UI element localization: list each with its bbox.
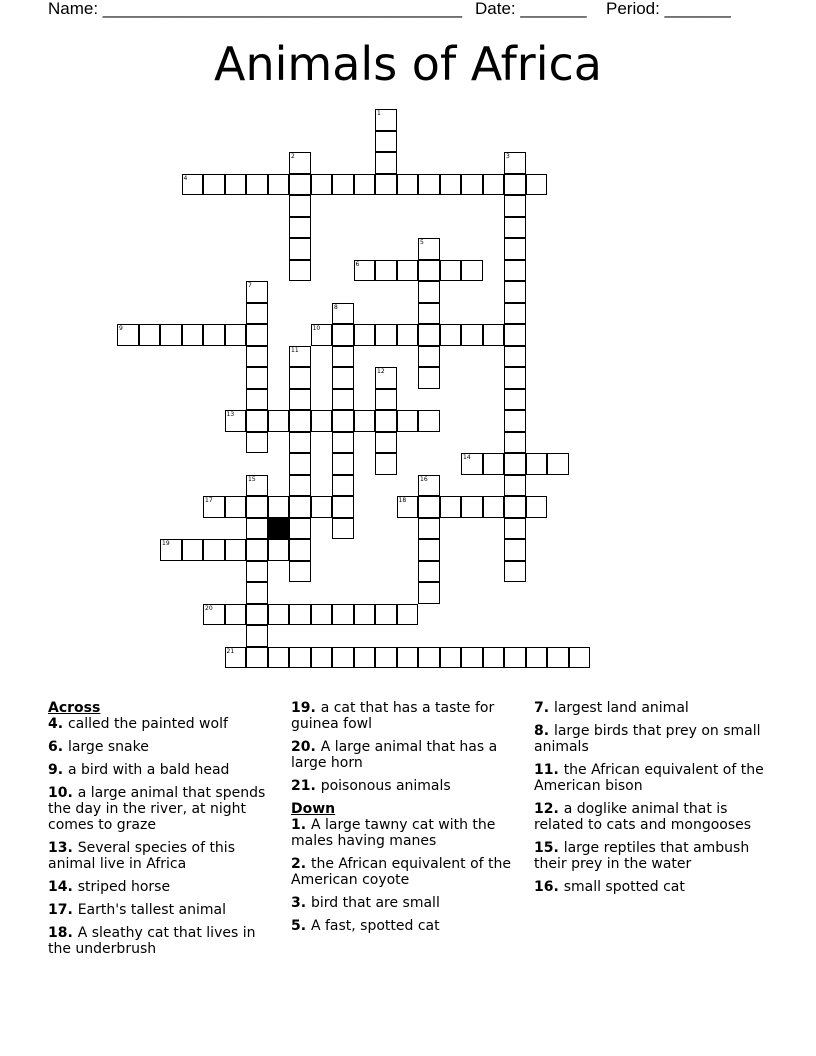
clue-item: 16. small spotted cat bbox=[534, 879, 685, 895]
crossword-cell[interactable] bbox=[461, 324, 483, 346]
crossword-cell[interactable] bbox=[526, 453, 548, 475]
crossword-cell[interactable] bbox=[289, 432, 311, 454]
crossword-cell[interactable] bbox=[289, 539, 311, 561]
clue-text: a large animal that spends the day in the river, at night comes to graze bbox=[48, 785, 266, 833]
crossword-cell[interactable] bbox=[397, 174, 419, 196]
crossword-cell[interactable] bbox=[160, 324, 182, 346]
crossword-cell[interactable] bbox=[375, 453, 397, 475]
crossword-cell[interactable] bbox=[461, 496, 483, 518]
crossword-cell[interactable] bbox=[246, 561, 268, 583]
clue-number-label: 10 bbox=[312, 325, 321, 332]
crossword-cell[interactable] bbox=[483, 174, 505, 196]
clue-item: 6. large snake bbox=[48, 739, 149, 755]
crossword-cell[interactable] bbox=[504, 453, 526, 475]
clue-text: a doglike animal that is related to cats and mongooses bbox=[534, 801, 752, 833]
crossword-cell[interactable] bbox=[440, 324, 462, 346]
crossword-cell[interactable] bbox=[289, 260, 311, 282]
crossword-cell[interactable] bbox=[440, 496, 462, 518]
crossword-cell[interactable] bbox=[375, 152, 397, 174]
clue-text: A sleathy cat that lives in the underbrush bbox=[48, 925, 256, 957]
crossword-cell[interactable] bbox=[289, 453, 311, 475]
crossword-cell[interactable] bbox=[375, 324, 397, 346]
crossword-cell[interactable] bbox=[246, 625, 268, 647]
crossword-cell[interactable] bbox=[397, 260, 419, 282]
clue-item: 5. A fast, spotted cat bbox=[291, 918, 440, 934]
crossword-cell[interactable] bbox=[504, 475, 526, 497]
crossword-cell[interactable] bbox=[332, 518, 354, 540]
clue-number-label: 6 bbox=[355, 260, 360, 268]
crossword-cell[interactable] bbox=[289, 475, 311, 497]
crossword-cell[interactable] bbox=[397, 647, 419, 669]
crossword-cell[interactable] bbox=[246, 539, 268, 561]
crossword-cell[interactable] bbox=[203, 539, 225, 561]
crossword-cell[interactable] bbox=[504, 346, 526, 368]
crossword-cell[interactable] bbox=[289, 174, 311, 196]
crossword-cell[interactable] bbox=[418, 582, 440, 604]
crossword-cell[interactable] bbox=[504, 238, 526, 260]
clue-number: 1 bbox=[291, 817, 301, 833]
crossword-cell[interactable] bbox=[504, 324, 526, 346]
crossword-cell[interactable] bbox=[354, 174, 376, 196]
crossword-cell[interactable] bbox=[418, 324, 440, 346]
clue-item: 1. A large tawny cat with the males having manes bbox=[291, 817, 496, 849]
crossword-cell[interactable] bbox=[504, 260, 526, 282]
crossword-cell[interactable] bbox=[139, 324, 161, 346]
clues-column-2 bbox=[291, 700, 521, 941]
crossword-cell[interactable] bbox=[268, 174, 290, 196]
clue-number-label: 18 bbox=[398, 497, 407, 504]
crossword-cell[interactable] bbox=[289, 238, 311, 260]
crossword-cell[interactable] bbox=[375, 604, 397, 626]
clue-number-label: 11 bbox=[291, 346, 299, 354]
crossword-cell[interactable] bbox=[289, 561, 311, 583]
crossword-cell[interactable] bbox=[311, 496, 333, 518]
date-field[interactable]: Date: _______ bbox=[475, 0, 587, 18]
crossword-cell[interactable] bbox=[504, 174, 526, 196]
crossword-cell[interactable] bbox=[225, 496, 247, 518]
clue-text: a bird with a bald head bbox=[67, 762, 230, 778]
clue-number: 2 bbox=[291, 856, 301, 872]
crossword-cell[interactable] bbox=[504, 647, 526, 669]
clue-number: 15 bbox=[534, 840, 554, 856]
crossword-cell[interactable] bbox=[483, 496, 505, 518]
clue-text: largest land animal bbox=[553, 700, 689, 716]
clue-text: the African equivalent of the American coyote bbox=[291, 856, 511, 888]
crossword-cell[interactable] bbox=[418, 410, 440, 432]
clue-number: 9 bbox=[48, 762, 58, 778]
crossword-cell[interactable] bbox=[440, 174, 462, 196]
clue-item: 7. largest land animal bbox=[534, 700, 689, 716]
clue-number: 10 bbox=[48, 785, 68, 801]
clue-item: 2. the African equivalent of the American coyote bbox=[291, 856, 511, 888]
clue-text: bird that are small bbox=[310, 895, 440, 911]
crossword-cell[interactable] bbox=[289, 389, 311, 411]
crossword-cell[interactable] bbox=[311, 174, 333, 196]
crossword-cell[interactable] bbox=[354, 410, 376, 432]
crossword-cell[interactable] bbox=[268, 604, 290, 626]
crossword-cell[interactable] bbox=[397, 410, 419, 432]
crossword-cell[interactable] bbox=[375, 389, 397, 411]
clue-text: poisonous animals bbox=[320, 778, 451, 794]
crossword-cell[interactable] bbox=[332, 346, 354, 368]
crossword-cell[interactable] bbox=[332, 647, 354, 669]
crossword-cell[interactable] bbox=[375, 647, 397, 669]
clue-number-label: 20 bbox=[205, 604, 213, 612]
crossword-cell[interactable] bbox=[547, 453, 569, 475]
clue-number: 6 bbox=[48, 739, 58, 755]
clue-number: 19 bbox=[291, 700, 311, 716]
clue-text: large birds that prey on small animals bbox=[534, 723, 761, 755]
clue-number-label: 12 bbox=[377, 368, 385, 375]
clue-number: 16 bbox=[534, 879, 554, 895]
crossword-cell[interactable] bbox=[504, 195, 526, 217]
clue-text: a cat that has a taste for guinea fowl bbox=[291, 700, 495, 732]
crossword-cell[interactable] bbox=[332, 496, 354, 518]
clue-item: 3. bird that are small bbox=[291, 895, 440, 911]
crossword-cell[interactable] bbox=[418, 518, 440, 540]
clue-number-label: 9 bbox=[119, 325, 123, 332]
crossword-cell[interactable] bbox=[418, 561, 440, 583]
crossword-cell[interactable] bbox=[332, 604, 354, 626]
page-title: Animals of Africa bbox=[214, 37, 602, 91]
clue-item: 13. Several species of this animal live in Africa bbox=[48, 840, 235, 872]
crossword-cell[interactable] bbox=[225, 324, 247, 346]
crossword-cell[interactable] bbox=[289, 410, 311, 432]
crossword-cell[interactable] bbox=[504, 217, 526, 239]
crossword-cell[interactable] bbox=[332, 453, 354, 475]
clue-number-label: 8 bbox=[334, 303, 338, 311]
crossword-cell[interactable] bbox=[182, 539, 204, 561]
crossword-cell[interactable] bbox=[354, 604, 376, 626]
crossword-cell[interactable] bbox=[182, 324, 204, 346]
crossword-cell[interactable] bbox=[246, 324, 268, 346]
crossword-cell[interactable] bbox=[483, 453, 505, 475]
crossword-cell[interactable] bbox=[203, 324, 225, 346]
crossword-cell[interactable] bbox=[418, 496, 440, 518]
clue-text: A large animal that has a large horn bbox=[291, 739, 498, 771]
crossword-cell[interactable] bbox=[547, 647, 569, 669]
clue-number-label: 13 bbox=[226, 411, 235, 418]
clue-item: 14. striped horse bbox=[48, 879, 171, 895]
crossword-cell[interactable] bbox=[332, 174, 354, 196]
clue-item: 18. A sleathy cat that lives in the underbrush bbox=[48, 925, 256, 957]
crossword-cell[interactable] bbox=[246, 432, 268, 454]
clue-number-label: 14 bbox=[463, 454, 471, 461]
crossword-cell[interactable] bbox=[461, 647, 483, 669]
crossword-cell[interactable] bbox=[354, 647, 376, 669]
clue-item: 20. A large animal that has a large horn bbox=[291, 739, 498, 771]
crossword-cell[interactable] bbox=[483, 324, 505, 346]
clue-item: 12. a doglike animal that is related to cats and mongooses bbox=[534, 801, 752, 833]
crossword-cell[interactable] bbox=[483, 647, 505, 669]
crossword-cell[interactable] bbox=[268, 410, 290, 432]
clue-item: 21. poisonous animals bbox=[291, 778, 451, 794]
crossword-cell[interactable] bbox=[504, 432, 526, 454]
crossword-cell[interactable] bbox=[375, 131, 397, 153]
crossword-cell[interactable] bbox=[526, 647, 548, 669]
crossword-cell[interactable] bbox=[246, 496, 268, 518]
crossword-cell[interactable] bbox=[332, 389, 354, 411]
crossword-cell[interactable] bbox=[375, 260, 397, 282]
crossword-cell[interactable] bbox=[289, 518, 311, 540]
clue-text: large reptiles that ambush their prey in the water bbox=[534, 840, 750, 872]
clue-item: 10. a large animal that spends the day in the river, at night comes to graze bbox=[48, 785, 266, 833]
clue-number-label: 7 bbox=[248, 282, 252, 289]
clues-column-3 bbox=[534, 700, 770, 902]
clue-number-label: 3 bbox=[506, 153, 510, 160]
crossword-cell[interactable] bbox=[354, 324, 376, 346]
crossword-cell[interactable] bbox=[225, 539, 247, 561]
crossword-cell[interactable] bbox=[289, 604, 311, 626]
crossword-cell[interactable] bbox=[246, 518, 268, 540]
crossword-cell[interactable] bbox=[440, 647, 462, 669]
crossword-cell[interactable] bbox=[225, 174, 247, 196]
clue-text: called the painted wolf bbox=[67, 716, 228, 732]
crossword-cell[interactable] bbox=[268, 496, 290, 518]
clue-text: A large tawny cat with the males having manes bbox=[291, 817, 496, 849]
crossword-cell[interactable] bbox=[332, 367, 354, 389]
clue-number: 5 bbox=[291, 918, 301, 934]
clue-text: Several species of this animal live in Africa bbox=[48, 840, 235, 872]
clue-number: 21 bbox=[291, 778, 311, 794]
clue-number: 18 bbox=[48, 925, 68, 941]
crossword-cell[interactable] bbox=[461, 260, 483, 282]
clue-text: the African equivalent of the American bison bbox=[534, 762, 764, 794]
clue-item: 4. called the painted wolf bbox=[48, 716, 228, 732]
clue-number: 7 bbox=[534, 700, 544, 716]
crossword-cell[interactable] bbox=[418, 260, 440, 282]
crossword-cell[interactable] bbox=[418, 367, 440, 389]
crossword-cell[interactable] bbox=[504, 303, 526, 325]
crossword-cell[interactable] bbox=[289, 217, 311, 239]
crossword-cell[interactable] bbox=[397, 604, 419, 626]
crossword-cell[interactable] bbox=[246, 174, 268, 196]
clue-number: 20 bbox=[291, 739, 311, 755]
clue-number-label: 17 bbox=[205, 497, 213, 504]
crossword-cell[interactable] bbox=[246, 303, 268, 325]
clue-number: 8 bbox=[534, 723, 544, 739]
crossword-cell[interactable] bbox=[526, 174, 548, 196]
crossword-cell[interactable] bbox=[461, 174, 483, 196]
crossword-cell[interactable] bbox=[332, 432, 354, 454]
crossword-cell[interactable] bbox=[289, 367, 311, 389]
crossword-cell[interactable] bbox=[246, 367, 268, 389]
crossword-cell[interactable] bbox=[397, 324, 419, 346]
crossword-cell[interactable] bbox=[418, 346, 440, 368]
clue-text: small spotted cat bbox=[563, 879, 685, 895]
clues-column-1 bbox=[48, 700, 280, 964]
clue-number-label: 16 bbox=[420, 475, 428, 483]
crossword-cell[interactable] bbox=[504, 496, 526, 518]
crossword-cell[interactable] bbox=[504, 389, 526, 411]
crossword-cell[interactable] bbox=[504, 410, 526, 432]
clue-item: 8. large birds that prey on small animals bbox=[534, 723, 761, 755]
crossword-cell[interactable] bbox=[504, 518, 526, 540]
across-header: Across bbox=[48, 700, 101, 716]
crossword-cell[interactable] bbox=[311, 410, 333, 432]
crossword-cell[interactable] bbox=[246, 389, 268, 411]
crossword-cell[interactable] bbox=[289, 647, 311, 669]
crossword-cell[interactable] bbox=[311, 647, 333, 669]
crossword-cell[interactable] bbox=[225, 604, 247, 626]
clue-item: 15. large reptiles that ambush their prey in the water bbox=[534, 840, 750, 872]
crossword-cell[interactable] bbox=[246, 647, 268, 669]
crossword-cell[interactable] bbox=[246, 410, 268, 432]
crossword-cell[interactable] bbox=[332, 410, 354, 432]
crossword-cell[interactable] bbox=[289, 195, 311, 217]
crossword-cell[interactable] bbox=[375, 432, 397, 454]
clue-text: A fast, spotted cat bbox=[310, 918, 440, 934]
clue-text: striped horse bbox=[77, 879, 171, 895]
crossword-cell[interactable] bbox=[375, 410, 397, 432]
crossword-cell[interactable] bbox=[418, 539, 440, 561]
crossword-cell[interactable] bbox=[332, 475, 354, 497]
period-field[interactable]: Period: _______ bbox=[606, 0, 731, 18]
crossword-cell[interactable] bbox=[289, 496, 311, 518]
crossword-cell[interactable] bbox=[504, 561, 526, 583]
clue-item: 11. the African equivalent of the American bison bbox=[534, 762, 764, 794]
clue-number-label: 4 bbox=[183, 174, 188, 182]
crossword-cell[interactable] bbox=[504, 367, 526, 389]
crossword-cell[interactable] bbox=[375, 174, 397, 196]
crossword-cell[interactable] bbox=[418, 281, 440, 303]
clue-number: 13 bbox=[48, 840, 68, 856]
down-header: Down bbox=[291, 801, 336, 817]
crossword-cell[interactable] bbox=[418, 174, 440, 196]
crossword-cell[interactable] bbox=[246, 582, 268, 604]
crossword-cell[interactable] bbox=[246, 604, 268, 626]
crossword-cell[interactable] bbox=[268, 539, 290, 561]
clue-item: 9. a bird with a bald head bbox=[48, 762, 230, 778]
clue-number-label: 1 bbox=[377, 110, 381, 117]
clue-text: Earth's tallest animal bbox=[77, 902, 226, 918]
clue-number-label: 21 bbox=[226, 647, 235, 655]
clue-number: 12 bbox=[534, 801, 554, 817]
crossword-cell[interactable] bbox=[526, 496, 548, 518]
crossword-cell[interactable] bbox=[418, 303, 440, 325]
crossword-cell[interactable] bbox=[311, 604, 333, 626]
crossword-cell[interactable] bbox=[246, 346, 268, 368]
crossword-cell[interactable] bbox=[504, 281, 526, 303]
black-cell bbox=[268, 518, 290, 540]
clue-number-label: 15 bbox=[248, 475, 256, 483]
clue-number: 4 bbox=[48, 716, 58, 732]
clue-number-label: 19 bbox=[162, 540, 170, 547]
clue-text: large snake bbox=[67, 739, 149, 755]
name-field[interactable]: Name: ______________________________________ bbox=[48, 0, 463, 18]
crossword-cell[interactable] bbox=[418, 647, 440, 669]
clue-number: 11 bbox=[534, 762, 554, 778]
clue-number: 17 bbox=[48, 902, 68, 918]
crossword-cell[interactable] bbox=[203, 174, 225, 196]
clue-item: 17. Earth's tallest animal bbox=[48, 902, 226, 918]
crossword-cell[interactable] bbox=[440, 260, 462, 282]
crossword-cell[interactable] bbox=[569, 647, 591, 669]
crossword-cell[interactable] bbox=[504, 539, 526, 561]
crossword-cell[interactable] bbox=[332, 324, 354, 346]
clue-number-label: 2 bbox=[291, 153, 295, 160]
clue-item: 19. a cat that has a taste for guinea fowl bbox=[291, 700, 495, 732]
clue-number-label: 5 bbox=[420, 239, 424, 246]
clue-number: 3 bbox=[291, 895, 301, 911]
crossword-cell[interactable] bbox=[268, 647, 290, 669]
clue-number: 14 bbox=[48, 879, 68, 895]
